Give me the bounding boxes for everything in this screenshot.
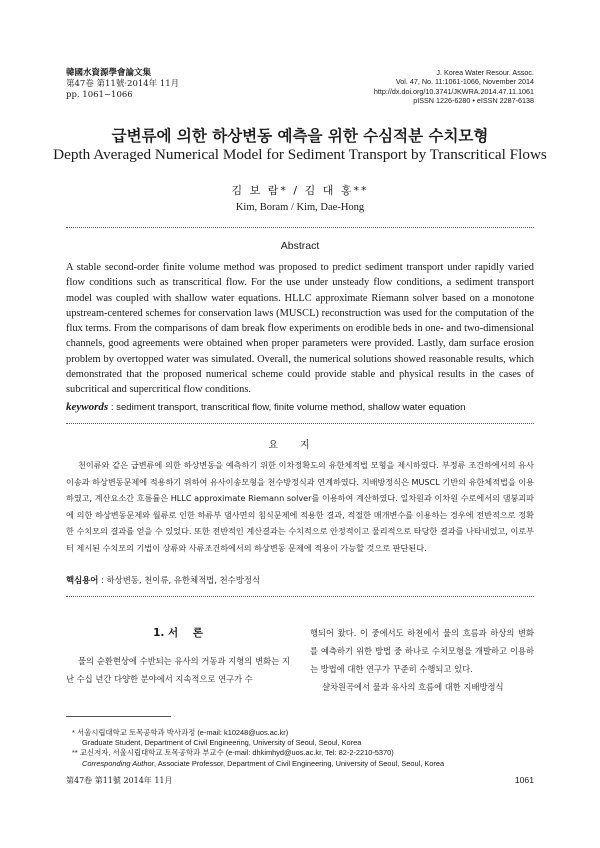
journal-name-ko: 韓國水資源學會論文集	[66, 68, 152, 78]
footer-volume: 第47卷 第11號 2014年 11月	[66, 776, 173, 785]
korean-keywords-label: 핵심용어	[66, 575, 99, 585]
keywords	[66, 401, 534, 413]
title-english: Depth Averaged Numerical Model for Sediment Transport by Transcritical Flows	[53, 146, 547, 163]
footnote-1-en: Graduate Student, Department of Civil Engineering, University of Seoul, Seoul, Korea	[82, 738, 362, 748]
korean-keywords-list: : 하상변동, 천이류, 유한체적법, 천수방정식	[101, 575, 261, 585]
intro-paragraph-2: 샬차원곡에서 물과 유사의 흐름에 대한 지배방정식	[322, 682, 504, 692]
divider	[66, 227, 534, 228]
korean-keywords	[66, 574, 534, 586]
page-number: 1061	[514, 775, 534, 785]
abstract-text: A stable second-order finite volume method was proposed to predict sediment transport under rapidly varied flow conditions such as transcritical flow. For the use under unsteady flow conditions, a sediment transport model was coupled with shallow water equations. HLLC approximate Riemann solver based on a monotone upstream-centered schemes for conservation laws (MUSCL) reconstruction was used for the computation of the flux terms. From the comparisons of dam break flow experiments on erodible beds in one- and two-dimensional channels, good agreements were obtained when proper parameters were provided. Lastly, dam surface erosion problem by overtopped water was simulated. Overall, the numerical solutions showed reasonable results, which demonstrated that the proposed numerical scheme could provide stable and physical results in the cases of subcritical and supercritical flow conditions.	[66, 262, 534, 396]
doi-link[interactable]: http://dx.doi.org/10.3741/JKWRA.2014.47.11.1061	[373, 86, 534, 96]
authors-english: Kim, Boram / Kim, Dae-Hong	[235, 202, 365, 213]
volume-en: Vol. 47, No. 11:1061-1066, November 2014	[395, 77, 534, 87]
footnote-rule	[66, 716, 171, 717]
divider	[66, 596, 534, 597]
footnote-1-ko: * 서울시립대학교 토목공학과 박사과정 (e-mail: k10248@uos.ac.kr)	[72, 728, 289, 737]
authors-korean: 김 보 람* / 김 대 홍**	[231, 184, 369, 197]
korean-abstract-heading: 요지	[268, 440, 332, 451]
footnote-2-en	[72, 759, 534, 769]
title-korean: 급변류에 의한 하상변동 예측을 위한 수심적분 수치모형	[111, 127, 489, 145]
issn: pISSN 1226-6280 • eISSN 2287-6138	[413, 96, 534, 106]
footnote-2-role: Corresponding Author	[82, 758, 155, 768]
keywords-label: keywords	[66, 401, 109, 413]
pages-ko: pp. 1061~1066	[66, 90, 133, 100]
section-title-introduction: 1. 서 론	[153, 627, 203, 639]
intro-paragraph-1: 행되어 왔다. 이 중에서도 하천에서 물의 흐름과 하상의 변화를 예측하기 위한 방법 중 하나로 수치모형을 개발하고 이용하는 방법에 대한 연구가 꾸준히 수행되고 있다.	[310, 628, 534, 674]
journal-header-right	[374, 68, 534, 106]
journal-header-left	[66, 68, 179, 101]
volume-ko: 第47卷 第11號·2014年 11月	[66, 79, 180, 89]
abstract-heading: Abstract	[280, 240, 320, 252]
korean-abstract-text: 천이류와 같은 급변류에 의한 하상변동을 예측하기 위한 이차정확도의 유한체적법 모형을 제시하였다. 부정류 조건하에서의 유사이송과 하상변동문제에 적용하기 위하여 유사이송모형을 천수방정식과 연계하였다. 지배방정식은 MUSCL 기반의 유한체적법을 이용하였고, 계산요소간 흐름률은 HLLC approximate Riemann solver를 이용하여 계산하였다. 일차원과 이차원 수로에서의 댐붕괴파에 의한 하상변동문제와 월류로 인한 하류부 댐사면의 침식문제에 적용한 결과, 적절한 매개변수를 이용하는 경우에 전반적으로 정확한 수치모의 결과를 얻을 수 있었다. 또한 전반적인 계산결과는 수치적으로 안정적이고 물리적으로 타당한 결과를 나타내었고, 이로부터 제시된 수치모의 기법이 상류와 사류조건하에서의 하상변동 문제에 적용이 가능할 것으로 판단된다.	[66, 460, 534, 553]
footnote-2-ko: ** 교신저자, 서울시립대학교 토목공학과 부교수 (e-mail: dhkimhyd@uos.ac.kr, Tel: 82-2-2210-5370)	[72, 748, 394, 758]
journal-name-en: J. Korea Water Resour. Assoc.	[436, 68, 534, 77]
intro-column-1: 물의 순환현상에 수반되는 유사의 거동과 지형의 변화는 지난 수십 년간 다양한 분야에서 지속적으로 연구가 수	[66, 656, 290, 684]
intro-column-2	[310, 624, 534, 696]
footnotes	[72, 728, 534, 769]
footnote-2-affiliation: , Associate Professor, Department of Civil Engineering, University of Seoul, Seoul, Korea	[154, 758, 445, 768]
divider	[66, 423, 534, 424]
keywords-list: : sediment transport, transcritical flow, finite volume method, shallow water equation	[110, 402, 466, 413]
